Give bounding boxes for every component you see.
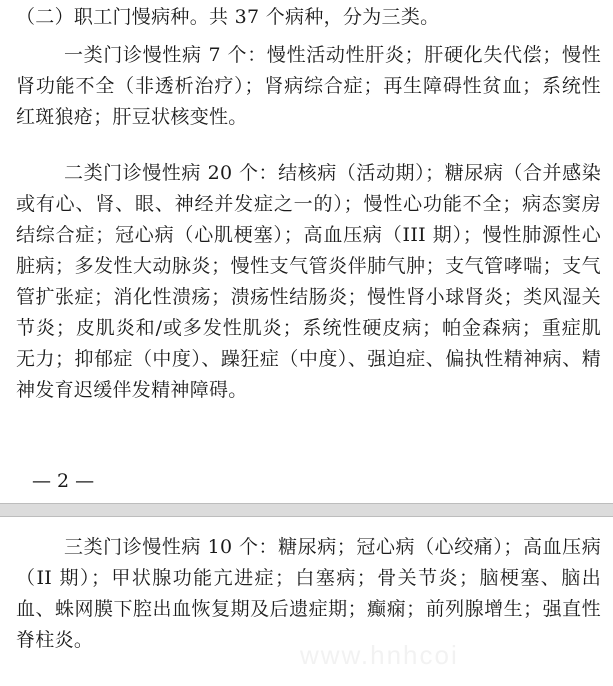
section-heading: （二）职工门慢病种。共 37 个病种，分为三类。 (16, 6, 440, 28)
page-number: — 2 — (32, 470, 95, 492)
page-separator (0, 503, 613, 517)
paragraph-class-2: 二类门诊慢性病 20 个：结核病（活动期）；糖尿病（合并感染或有心、肾、眼、神经并发症之一的）；慢性心功能不全；病态窦房结综合症；冠心病（心肌梗塞）；高血压病（III 期）；慢性肺源性心脏病；多发性大动脉炎；慢性支气管炎伴肺气肿；支气管哮喘；支气管扩张症；消化性溃疡；溃疡性结肠炎；慢性肾小球肾炎；类风湿关节炎；皮肌炎和/或多发性肌炎；系统性硬皮病；帕金森病；重症肌无力；抑郁症（中度）、躁狂症（中度）、强迫症、偏执性精神病、精神发育迟缓伴发精神障碍。 (16, 162, 601, 401)
paragraph-class-1: 一类门诊慢性病 7 个：慢性活动性肝炎；肝硬化失代偿；慢性肾功能不全（非透析治疗）；肾病综合症；再生障碍性贫血；系统性红斑狼疮；肝豆状核变性。 (16, 44, 601, 128)
paragraph-class-3: 三类门诊慢性病 10 个：糖尿病；冠心病（心绞痛）；高血压病（II 期）；甲状腺功能亢进症；白塞病；骨关节炎；脑梗塞、脑出血、蛛网膜下腔出血恢复期及后遗症期；癫痫；前列腺增生；强直性脊柱炎。 (16, 536, 601, 651)
watermark: www.hnhcoi (300, 640, 459, 670)
